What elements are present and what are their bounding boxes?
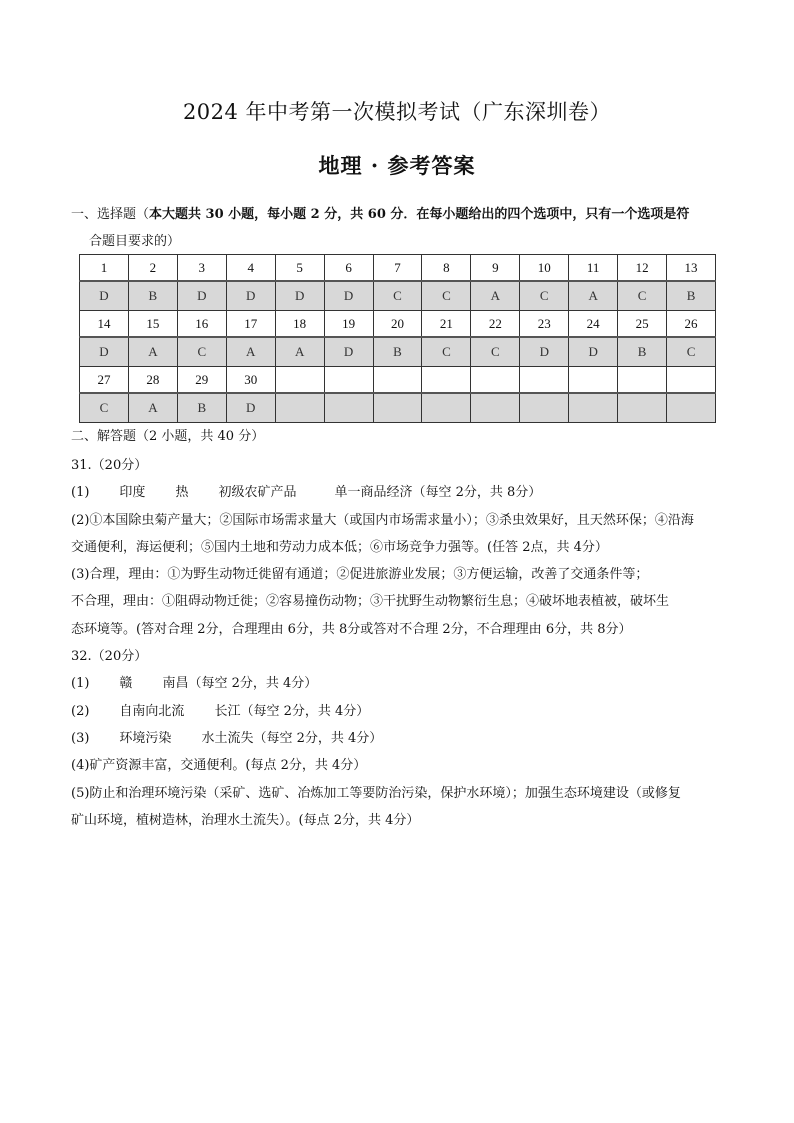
- question-number-cell: 4: [226, 255, 275, 282]
- q31-part3-line1: (3)合理，理由：①为野生动物迁徙留有通道；②促进旅游业发展；③方便运输，改善了交通条件等；: [71, 567, 649, 583]
- answer-cell: B: [618, 337, 667, 367]
- answer-cell: D: [275, 281, 324, 311]
- q32-part4: (4)矿产资源丰富，交通便利。(每点 2分，共 4分）: [71, 758, 367, 774]
- q31-part3-line3: 态环境等。(答对合理 2分，合理理由 6分，共 8分或答对不合理 2分，不合理理由 6分，共 8分）: [71, 621, 632, 637]
- question-number-cell: 11: [569, 255, 618, 282]
- section1-heading: [71, 201, 731, 255]
- answer-cell: [471, 393, 520, 423]
- question-number-cell: 19: [324, 311, 373, 338]
- question-number-cell: 25: [618, 311, 667, 338]
- answer-cell: A: [128, 393, 177, 423]
- question-number-cell: 2: [128, 255, 177, 282]
- question-number-cell: [471, 367, 520, 394]
- question-number-cell: 13: [667, 255, 716, 282]
- question-number-cell: 29: [177, 367, 226, 394]
- answer-cell: D: [80, 281, 129, 311]
- answer-cell: C: [177, 337, 226, 367]
- answer-cell: D: [226, 393, 275, 423]
- q32-head: 32.（20分）: [71, 649, 148, 665]
- answer-cell: B: [373, 337, 422, 367]
- answer-cell: A: [275, 337, 324, 367]
- question-number-cell: 28: [128, 367, 177, 394]
- question-number-cell: 20: [373, 311, 422, 338]
- answer-cell: A: [569, 281, 618, 311]
- answer-cell: [422, 393, 471, 423]
- answer-cell: A: [226, 337, 275, 367]
- answer-cell: C: [422, 337, 471, 367]
- answer-value-row: [80, 337, 716, 367]
- question-number-cell: [667, 367, 716, 394]
- question-number-cell: [569, 367, 618, 394]
- answer-cell: B: [128, 281, 177, 311]
- q31-part1: (1) 印度 热 初级农矿产品 单一商品经济（每空 2分，共 8分）: [71, 485, 542, 501]
- question-number-cell: 30: [226, 367, 275, 394]
- question-number-cell: 1: [80, 255, 129, 282]
- answer-cell: [569, 393, 618, 423]
- question-number-cell: 24: [569, 311, 618, 338]
- answer-cell: [373, 393, 422, 423]
- question-number-cell: 7: [373, 255, 422, 282]
- question-number-cell: [422, 367, 471, 394]
- answer-number-row: [80, 367, 716, 394]
- question-number-cell: [373, 367, 422, 394]
- answer-value-row: [80, 393, 716, 423]
- q32-part1: (1) 赣 南昌（每空 2分，共 4分）: [71, 676, 318, 692]
- q32-part5-line1: (5)防止和治理环境污染（采矿、选矿、冶炼加工等要防治污染，保护水环境）；加强生态环境建设（或修复: [71, 785, 681, 801]
- question-number-cell: 12: [618, 255, 667, 282]
- answer-cell: [324, 393, 373, 423]
- answer-cell: C: [373, 281, 422, 311]
- answer-cell: [618, 393, 667, 423]
- question-number-cell: 9: [471, 255, 520, 282]
- answer-value-row: [80, 281, 716, 311]
- q32-part2: (2) 自南向北流 长江（每空 2分，共 4分）: [71, 703, 370, 719]
- answer-cell: A: [471, 281, 520, 311]
- answer-cell: D: [569, 337, 618, 367]
- answer-cell: C: [520, 281, 569, 311]
- question-number-cell: 10: [520, 255, 569, 282]
- question-number-cell: 18: [275, 311, 324, 338]
- section1-prefix: 一、选择题（: [71, 207, 150, 222]
- answer-cell: C: [80, 393, 129, 423]
- answer-cell: [520, 393, 569, 423]
- question-number-cell: 14: [80, 311, 129, 338]
- answer-cell: D: [80, 337, 129, 367]
- q31-part2-line1: (2)①本国除虫菊产量大；②国际市场需求量大（或国内市场需求量小）；③杀虫效果好，且天然环保；④沿海: [71, 512, 694, 528]
- q31-head: 31.（20分）: [71, 458, 148, 473]
- answer-cell: A: [128, 337, 177, 367]
- answer-cell: D: [177, 281, 226, 311]
- answer-cell: D: [324, 337, 373, 367]
- question-number-cell: 5: [275, 255, 324, 282]
- question-number-cell: 16: [177, 311, 226, 338]
- question-number-cell: 22: [471, 311, 520, 338]
- answer-cell: B: [667, 281, 716, 311]
- answer-cell: C: [422, 281, 471, 311]
- question-number-cell: 3: [177, 255, 226, 282]
- question-number-cell: 26: [667, 311, 716, 338]
- answer-cell: C: [618, 281, 667, 311]
- q31-part2-line2: 交通便利，海运便利；⑤国内土地和劳动力成本低；⑥市场竞争力强等。(任答 2点，共 4分）: [71, 539, 608, 555]
- answer-cell: [667, 393, 716, 423]
- question-number-cell: 17: [226, 311, 275, 338]
- page-title: 2024 年中考第一次模拟考试（广东深圳卷）: [182, 100, 612, 124]
- answer-cell: [275, 393, 324, 423]
- question-number-cell: [324, 367, 373, 394]
- question-number-cell: [275, 367, 324, 394]
- question-number-cell: 15: [128, 311, 177, 338]
- section2-heading: 二、解答题（2 小题，共 40 分）: [71, 429, 265, 444]
- answer-number-row: [80, 311, 716, 338]
- answer-cell: C: [471, 337, 520, 367]
- answer-cell: D: [520, 337, 569, 367]
- question-number-cell: 6: [324, 255, 373, 282]
- question-number-cell: 27: [80, 367, 129, 394]
- question-number-cell: 23: [520, 311, 569, 338]
- question-number-cell: [618, 367, 667, 394]
- page-subtitle: 地理 · 参考答案: [318, 153, 476, 178]
- question-number-cell: [520, 367, 569, 394]
- answer-cell: D: [226, 281, 275, 311]
- answer-cell: B: [177, 393, 226, 423]
- question-31: [71, 452, 731, 834]
- answer-cell: C: [667, 337, 716, 367]
- section1-bold: 本大题共 30 小题，每小题 2 分，共 60 分．在每小题给出的四个选项中，只有一个选项是符: [149, 207, 690, 222]
- answer-number-row: [80, 255, 716, 282]
- question-number-cell: 21: [422, 311, 471, 338]
- section1-line2: 合题目要求的）: [89, 234, 181, 249]
- question-number-cell: 8: [422, 255, 471, 282]
- q32-part5-line2: 矿山环境，植树造林，治理水土流失）。(每点 2分，共 4分）: [71, 812, 420, 828]
- q32-part3: (3) 环境污染 水土流失（每空 2分，共 4分）: [71, 730, 383, 746]
- answer-table: [79, 254, 716, 423]
- q31-part3-line2: 不合理，理由：①阻碍动物迁徙；②容易撞伤动物；③干扰野生动物繁衍生息；④破坏地表植被，破坏生: [71, 594, 670, 610]
- answer-cell: D: [324, 281, 373, 311]
